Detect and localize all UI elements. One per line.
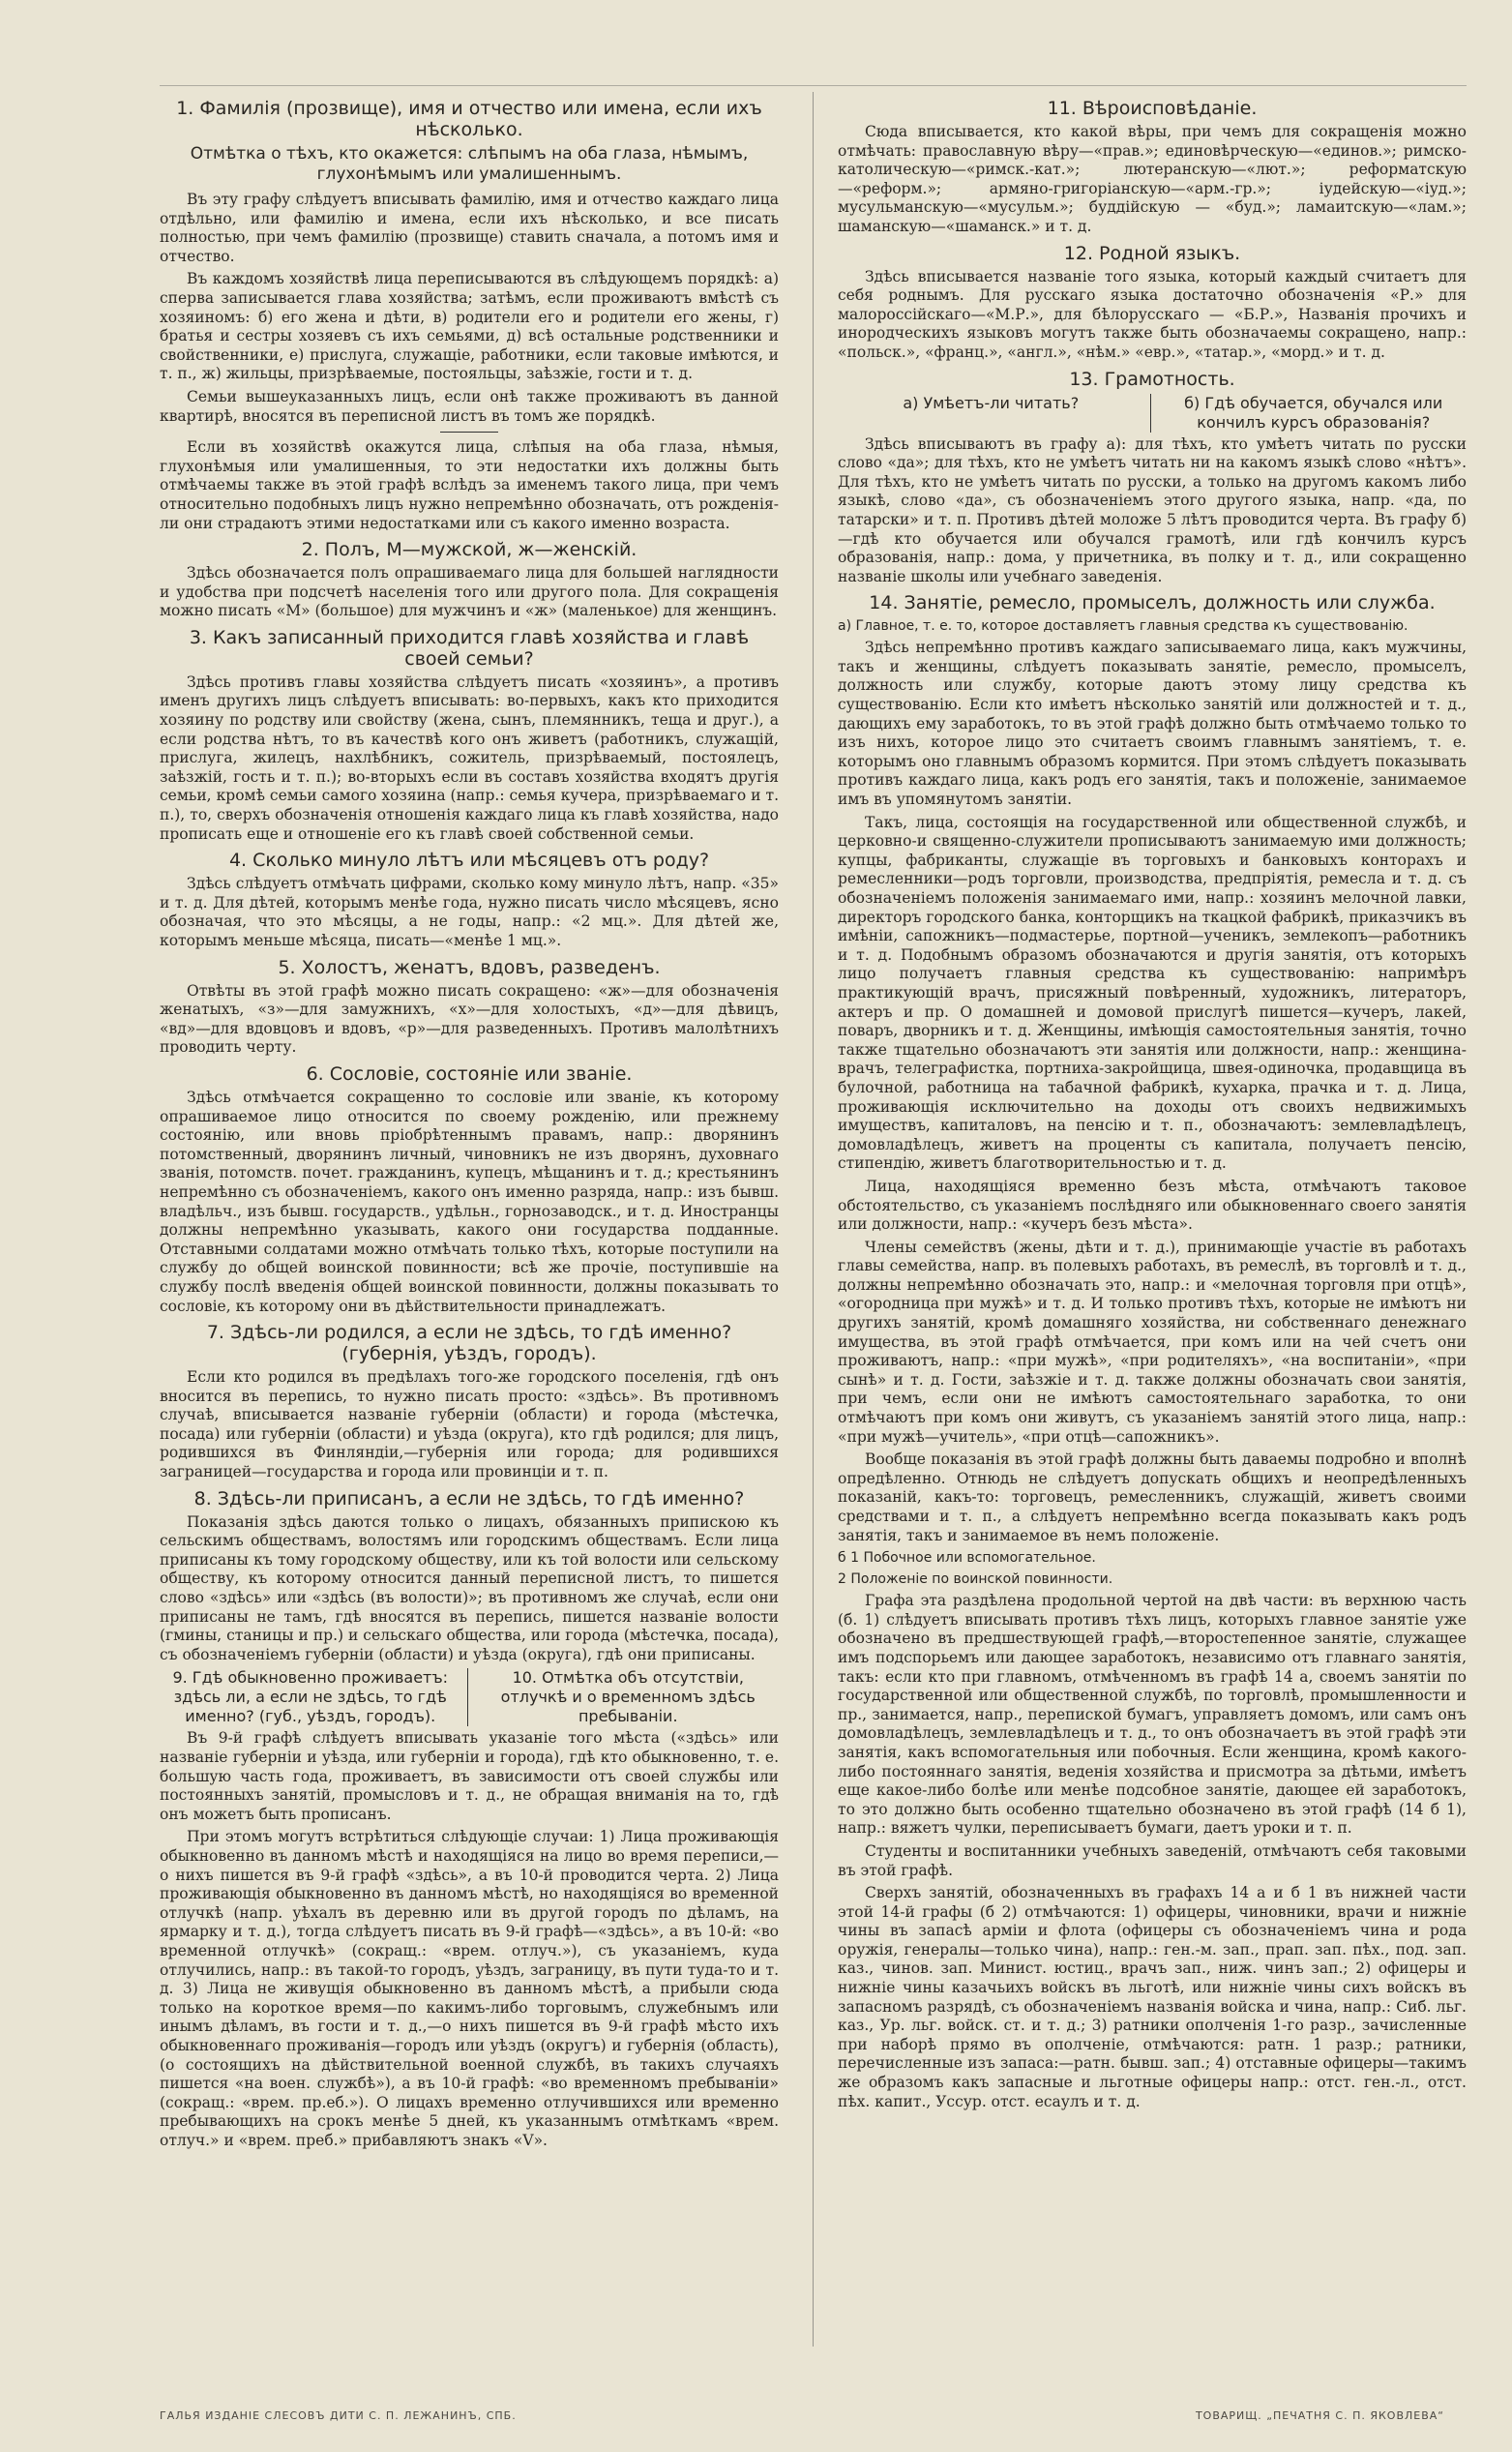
paragraph: Такъ, лица, состоящія на государственной или общественной службѣ, и церковно-и священно-служители прописываютъ занимаемую ими должность; купцы, фабриканты, служащіе въ торговыхъ и банковыхъ конторахъ и ремесленники—родъ торговли, производства, предпріятія, ремесла и т. д. съ обозначеніемъ положенія занимаемаго ими, напр.: хозяинъ мелочной лавки, директоръ городского банка, конторщикъ на ткацкой фабрикѣ, приказчикъ въ имѣніи, сапожникъ—подмастерье, портной—ученикъ, землекопъ—работникъ и т. д. Подобнымъ образомъ обозначаются и другія занятія, отъ которыхъ лицо получаетъ главныя средства къ существованію: напримѣръ практикующій врачъ, присяжный повѣренный, художникъ, литераторъ, актеръ и пр. О домашней и домовой прислугѣ пишется—кучеръ, лакей, поваръ, дворникъ и т. д. Женщины, имѣющія самостоятельныя занятія, точно также тщательно обозначаютъ эти занятія или должности, напр.: женщина-врачъ, телеграфистка, портниха-закройщица, швея-одиночка, продавщица въ булочной, работница на табачной фабрикѣ, кухарка, прачка и т. д. Лица, проживающія исключительно на доходы отъ своихъ недвижимыхъ имуществъ, капиталовъ, на пенсію и т. п., обозначаютъ: землевладѣлецъ, домовладѣлецъ, живетъ на проценты съ капитала, получаетъ пенсію, стипендію, живетъ благотворительностью и т. д. [838, 813, 1467, 1173]
section-subtitle-1: Отмѣтка о тѣхъ, кто окажется: слѣпымъ на оба глаза, нѣмымъ, глухонѣмымъ или умалишеннымъ. [190, 144, 749, 184]
left-column [160, 92, 779, 2341]
section-title-1: 1. Фамилія (прозвище), имя и отчество или имена, если ихъ нѣсколько. [176, 98, 762, 140]
paragraph: Здѣсь обозначается полъ опрашиваемаго лица для большей наглядности и удобства при подсчетѣ населенія того или другого пола. Для сокращенія можно писать «М» (большое) для мужчинъ и «ж» (маленькое) для женщинъ. [160, 564, 779, 620]
paragraph: Вообще показанія въ этой графѣ должны быть даваемы подробно и вполнѣ опредѣленно. Отнюдь не слѣдуетъ допускать общихъ и неопредѣленныхъ показаній, какъ-то: торговецъ, ремесленникъ, служащій, живетъ своими средствами и т. п., а слѣдуетъ непремѣнно всегда показывать какъ родъ занятія, такъ и занимаемое въ немъ положеніе. [838, 1450, 1467, 1544]
paragraph: Въ 9-й графѣ слѣдуетъ вписывать указаніе того мѣста («здѣсь» или названіе губерніи и уѣзда, или губерніи и города), гдѣ кто обыкновенно, т. е. большую часть года, проживаетъ, въ зависимости отъ своей службы или постоянныхъ занятій, промысловъ и т. д., не обращая вниманія на то, гдѣ онъ можетъ быть прописанъ. [160, 1729, 779, 1823]
right-column [838, 92, 1467, 2341]
section-title-13: 13. Грамотность. [1069, 368, 1235, 390]
printer-imprint-left: ГАЛЬЯ ИЗДАНІЕ СЛЕСОВЪ ДИТИ С. П. ЛЕЖАНИНЪ, СПБ. [160, 2409, 517, 2422]
split-heading-9-10 [160, 1668, 779, 1726]
paragraph: Здѣсь слѣдуетъ отмѣчать цифрами, сколько кому минуло лѣтъ, напр. «35» и т. д. Для дѣтей, которымъ менѣе года, нужно писать число мѣсяцевъ, ясно обозначая, что это мѣсяцы, а не годы, напр.: «2 мц.». Для дѣтей же, которымъ меньше мѣсяца, писать—«менѣе 1 мц.». [160, 875, 779, 949]
section-14-a: а) Главное, т. е. то, которое доставляетъ главныя средства къ существованію. [838, 618, 1408, 635]
paragraph: Графа эта раздѣлена продольной чертой на двѣ части: въ верхнюю часть (б. 1) слѣдуетъ вписывать противъ тѣхъ лицъ, которыхъ главное занятіе уже обозначено въ предшествующей графѣ,—второстепенное занятіе, служащее имъ подспорьемъ или дающее заработокъ, независимо отъ главнаго занятія, такъ: если кто при главномъ, отмѣченномъ въ графѣ 14 а, своемъ занятіи по государственной или общественной службѣ, по торговлѣ, промышленности и пр., занимается, напр., перепиской бумагъ, управляетъ домомъ, или самъ онъ домовладѣлецъ, землевладѣлецъ и т. д., то онъ обозначаетъ въ этой графѣ эти занятія, какъ вспомогательныя или побочныя. Если женщина, кромѣ какого-либо постояннаго занятія, веденія хозяйства и присмотра за дѣтьми, имѣетъ еще какое-либо болѣе или менѣе подсобное занятіе, дающее ей заработокъ, то это должно быть особенно тщательно обозначено въ этой графѣ (14 б 1), напр.: вяжетъ чулки, переписываетъ бумаги, даетъ уроки и т. п. [838, 1592, 1467, 1838]
paragraph: Здѣсь непремѣнно противъ каждаго записываемаго лица, какъ мужчины, такъ и женщины, слѣдуетъ показывать занятіе, ремесло, промыселъ, должность или службу, которые даютъ этому лицу средства къ существованію. Если кто имѣетъ нѣсколько занятій или должностей и т. д., дающихъ ему заработокъ, то въ этой графѣ должно быть отмѣчаемо только то изъ нихъ, которое лицо это считаетъ своимъ главнымъ занятіемъ, т. е. которымъ оно главнымъ образомъ кормится. При этомъ слѣдуетъ показывать противъ каждаго лица, какъ родъ его занятія, такъ и положеніе, занимаемое имъ въ упомянутомъ занятіи. [838, 639, 1467, 809]
section-14-b1: б 1 Побочное или вспомогательное. [838, 1550, 1096, 1567]
paragraph: Семьи вышеуказанныхъ лицъ, если онѣ также проживаютъ въ данной квартирѣ, вносятся въ переписной листъ въ томъ же порядкѣ. [160, 387, 779, 425]
paragraph: Здѣсь вписывается названіе того языка, который каждый считаетъ для себя роднымъ. Для русскаго языка достаточно обозначенія «Р.» для малороссійскаго—«М.Р.», для бѣлорусскаго — «Б.Р.», Названія прочихъ и инородческихъ языковъ могутъ также быть обозначаемы сокращено, напр.: «польск.», «франц.», «англ.», «нѣм.» «евр.», «татар.», «морд.» и т. д. [838, 267, 1467, 361]
section-title-7: 7. Здѣсь-ли родился, а если не здѣсь, то гдѣ именно? (губернія, уѣздъ, городъ). [206, 1322, 732, 1365]
section-title-3: 3. Какъ записанный приходится главѣ хозяйства и главѣ своей семьи? [189, 626, 750, 670]
section-title-14: 14. Занятіе, ремесло, промыселъ, должность или служба. [869, 592, 1436, 614]
section-title-9: 9. Гдѣ обыкновенно проживаетъ: здѣсь ли, а если не здѣсь, то гдѣ именно? (губ., уѣздъ, городъ). [160, 1668, 468, 1726]
section-13-a: а) Умѣетъ-ли читать? [838, 394, 1151, 433]
printer-imprint-right: ТОВАРИЩ. „ПЕЧАТНЯ С. П. ЯКОВЛЕВА“ [1195, 2409, 1444, 2422]
section-title-2: 2. Полъ, М—мужской, ж—женскій. [301, 539, 637, 561]
paragraph: Сюда вписывается, кто какой вѣры, при чемъ для сокращенія можно отмѣчать: православную вѣру—«прав.»; единовѣрческую—«единов.»; римско-католическую—«римск.-кат.»; лютеранскую—«лют.»; реформатскую—«реформ.»; армяно-григоріанскую—«арм.-гр.»; іудейскую—«іуд.»; мусульманскую—«мусульм.»; буддійскую — «буд.»; ламаитскую—«лам.»; шаманскую—«шаманск.» и т. д. [838, 123, 1467, 235]
section-14-b2: 2 Положеніе по воинской повинности. [838, 1571, 1113, 1588]
split-heading-13 [838, 394, 1467, 433]
paragraph: Въ каждомъ хозяйствѣ лица переписываются въ слѣдующемъ порядкѣ: а) сперва записывается глава хозяйства; затѣмъ, если проживаютъ вмѣстѣ съ хозяиномъ: б) его жена и дѣти, в) родители его и родители его жены, г) братья и сестры хозяевъ съ ихъ семьями, д) всѣ остальные родственники и свойственники, е) прислуга, служащіе, работники, если таковые имѣются, и т. п., ж) жильцы, призрѣваемые, постояльцы, заѣзжіе, гости и т. д. [160, 270, 779, 383]
column-divider [813, 92, 814, 2347]
section-title-11: 11. Вѣроисповѣданіе. [1047, 98, 1258, 119]
paragraph: Лица, находящіяся временно безъ мѣста, отмѣчаютъ таковое обстоятельство, съ указаніемъ послѣдняго или обыкновеннаго своего занятія или должности, напр.: «кучеръ безъ мѣста». [838, 1177, 1467, 1234]
section-title-8: 8. Здѣсь-ли приписанъ, а если не здѣсь, то гдѣ именно? [193, 1487, 745, 1510]
section-13-b: б) Гдѣ обучается, обучался или кончилъ курсъ образованія? [1184, 393, 1443, 432]
section-title-12: 12. Родной языкъ. [1063, 242, 1241, 264]
section-title-10: 10. Отмѣтка объ отсутствіи, отлучкѣ и о временномъ здѣсь пребываніи. [500, 1668, 756, 1726]
section-title-6: 6. Сословіе, состояніе или званіе. [306, 1062, 633, 1085]
paragraph: Въ эту графу слѣдуетъ вписывать фамилію, имя и отчество каждаго лица отдѣльно, или фамилію и имена, если ихъ нѣсколько, и все писать полностью, при чемъ фамилію (прозвище) ставить сначала, а потомъ имя и отчество. [160, 191, 779, 265]
section-title-5: 5. Холостъ, женатъ, вдовъ, разведенъ. [278, 956, 661, 978]
paragraph: Если кто родился въ предѣлахъ того-же городского поселенія, гдѣ онъ вносится въ перепись, то нужно писать просто: «здѣсь». Въ противномъ случаѣ, вписывается названіе губерніи (области) и города (мѣстечка, посада) или губерніи (области) и уѣзда (округа), кто гдѣ родился; для лицъ, родившихся въ Финляндіи,—губернія или города; для родившихся заграницей—государства и города или провинціи и т. п. [160, 1368, 779, 1481]
paragraph: Сверхъ занятій, обозначенныхъ въ графахъ 14 а и б 1 въ нижней части этой 14-й графы (б 2) отмѣчаются: 1) офицеры, чиновники, врачи и нижніе чины въ запасѣ арміи и флота (офицеры съ обозначеніемъ чина и рода оружія, генералы—только чина), напр.: ген.-м. зап., прап. зап. пѣх., под. зап. каз., чинов. зап. Минист. юстиц., врачъ зап., ниж. чинъ зап.; 2) офицеры и нижніе чины казачьихъ войскъ въ льготѣ, или нижніе чины сихъ войскъ въ запасномъ разрядѣ, съ обозначеніемъ названія войска и чина, напр.: Сиб. льг. каз., Ур. льг. войск. ст. и т. д.; 3) ратники ополченія 1-го разр., зачисленные при наборѣ прямо въ ополченіе, отмѣчаются: ратн. 1 разр.; ратники, перечисленные изъ запаса:—ратн. бывш. зап.; 4) отставные офицеры—такимъ же образомъ какъ запасные и льготные офицеры напр.: отст. ген.-л., отст. пѣх. капит., Уссур. отст. есаулъ и т. д. [838, 1884, 1467, 2110]
paragraph: Здѣсь вписываютъ въ графу а): для тѣхъ, кто умѣетъ читать по русски слово «да»; для тѣхъ, кто не умѣетъ читать ни на какомъ языкѣ слово «нѣтъ». Для тѣхъ, кто не умѣетъ читать по русски, а только на другомъ какомъ либо языкѣ, слово «да», съ обозначеніемъ этого другого языка, напр. «да, по татарски» и т. п. Противъ дѣтей моложе 5 лѣтъ проводится черта. Въ графу б)—гдѣ кто обучается или обучался грамотѣ, или гдѣ кончилъ курсъ образованія, напр.: дома, у причетника, въ полку и т. д., или сокращенно названіе школы или учебнаго заведенія. [838, 434, 1467, 585]
top-rule [160, 85, 1467, 86]
paragraph: Студенты и воспитанники учебныхъ заведеній, отмѣчаютъ себя таковыми въ этой графѣ. [838, 1841, 1467, 1879]
paragraph: Здѣсь противъ главы хозяйства слѣдуетъ писать «хозяинъ», а противъ именъ другихъ лицъ слѣдуетъ вписывать: во-первыхъ, какъ кто приходится хозяину по родству или свойству (жена, сынъ, племянникъ, теща и друг.), а если родства нѣтъ, то въ качествѣ кого онъ живетъ (работникъ, служащій, прислуга, жилецъ, нахлѣбникъ, сожитель, призрѣваемый, постоялецъ, заѣзжій, гость и т. п.); во-вторыхъ если въ составъ хозяйства входятъ другія семьи, кромѣ семьи самого хозяина (напр.: семья кучера, призрѣваемаго и т. п.), то, сверхъ обозначенія отношенія каждаго лица къ главѣ хозяйства, надо прописать еще и отношеніе его къ главѣ своей собственной семьи. [160, 673, 779, 843]
paragraph: Отвѣты въ этой графѣ можно писать сокращено: «ж»—для обозначенія женатыхъ, «з»—для замужнихъ, «х»—для холостыхъ, «д»—для дѣвицъ, «вд»—для вдовцовъ и вдовъ, «р»—для разведенныхъ. Противъ малолѣтнихъ проводить черту. [160, 981, 779, 1057]
paragraph: Здѣсь отмѣчается сокращенно то сословіе или званіе, къ которому опрашиваемое лицо относится по своему рожденію, или прежнему состоянію, или вновь пріобрѣтеннымъ правамъ, напр.: дворянинъ потомственный, дворянинъ личный, чиновникъ не изъ дворянъ, духовнаго званія, потомств. почет. гражданинъ, купецъ, мѣщанинъ и т. д.; крестьянинъ непремѣнно съ обозначеніемъ, какого онъ именно разряда, напр.: изъ бывш. владѣльч., изъ бывш. государств., удѣльн., горнозаводск., и т. д. Иностранцы должны непремѣнно указывать, какого они государства подданные. Отставными солдатами можно отмѣчать только тѣхъ, которые поступили на службу до общей воинской повинности; всѣ же прочіе, поступившіе на службу послѣ введенія общей воинской повинности, должны показывать то сословіе, къ которому они въ дѣйствительности принадлежатъ. [160, 1088, 779, 1315]
divider [440, 432, 498, 433]
paragraph: Если въ хозяйствѣ окажутся лица, слѣпыя на оба глаза, нѣмыя, глухонѣмыя или умалишенныя, то эти недостатки ихъ должны быть отмѣчаемы также въ этой графѣ вслѣдъ за именемъ такого лица, при чемъ относительно подобныхъ лицъ нужно непремѣнно обозначать, отъ рожденія-ли они страдаютъ этими недостатками или съ какого именно возраста. [160, 438, 779, 532]
paragraph: Показанія здѣсь даются только о лицахъ, обязанныхъ припискою къ сельскимъ обществамъ, волостямъ или городскимъ обществамъ. Если лица приписаны къ тому городскому обществу, или къ той волости или сельскому обществу, къ которому относится данный переписной листъ, то пишется слово «здѣсь» или «здѣсь (въ волости)»; въ противномъ же случаѣ, если они приписаны не тамъ, гдѣ вносятся въ перепись, пишется названіе волости (гмины, станицы и пр.) и сельскаго общества, или города (мѣстечка, посада), съ обозначеніемъ губерніи (области) и уѣзда (округа), гдѣ они приписаны. [160, 1512, 779, 1663]
paragraph: Члены семействъ (жены, дѣти и т. д.), принимающіе участіе въ работахъ главы семейства, напр. въ полевыхъ работахъ, въ ремеслѣ, въ торговлѣ и т. д., должны непремѣнно обозначать это, напр.: и «мелочная торговля при отцѣ», «огородница при мужѣ» и т. д. И только противъ тѣхъ, которые не имѣютъ ни другихъ занятій, кромѣ домашняго хозяйства, ни собственнаго денежнаго имущества, въ этой графѣ отмѣчается, при комъ или на чей счетъ они проживаютъ, напр.: «при мужѣ», «при родителяхъ», «на воспитаніи», «при сынѣ» и т. д. Гости, заѣзжіе и т. д. также должны обозначать свои занятія, при чемъ, если они не имѣютъ самостоятельнаго заработка, то они отмѣчаютъ при комъ они живутъ, съ указаніемъ занятій этого лица, напр.: «при мужѣ—учитель», «при отцѣ—сапожникъ». [838, 1238, 1467, 1446]
section-title-4: 4. Сколько минуло лѣтъ или мѣсяцевъ отъ роду? [228, 850, 710, 872]
paragraph: При этомъ могутъ встрѣтиться слѣдующіе случаи: 1) Лица проживающія обыкновенно въ данномъ мѣстѣ и находящіяся на лицо во время переписи,—о нихъ пишется въ 9-й графѣ «здѣсь», а въ 10-й проводится черта. 2) Лица проживающія обыкновенно въ данномъ мѣстѣ, но находящіяся во временной отлучкѣ (напр. уѣхалъ въ деревню или въ другой городъ по дѣламъ, на ярмарку и т. д.), тогда слѣдуетъ писать въ 9-й графѣ—«здѣсь», а въ 10-й: «во временной отлучкѣ» (сокращ.: «врем. отлуч.»), съ указаніемъ, куда отлучились, напр.: въ такой-то городъ, уѣздъ, заграницу, въ пути туда-то и т. д. 3) Лица не живущія обыкновенно въ данномъ мѣстѣ, а прибыли сюда только на короткое время—по какимъ-либо торговымъ, служебнымъ или инымъ дѣламъ, въ гости и т. д.,—о нихъ пишется въ 9-й графѣ мѣсто ихъ обыкновеннаго проживанія—городъ или уѣздъ (округъ) и губернія (область), (о состоящихъ на дѣйствительной военной службѣ, въ такихъ случаяхъ пишется «на воен. службѣ»), а въ 10-й графѣ: «во временномъ пребываніи» (сокращ.: «врем. пр.еб.»). О лицахъ временно отлучившихся или временно пребывающихъ на срокъ менѣе 5 дней, къ указаннымъ отмѣткамъ «врем. отлуч.» и «врем. преб.» прибавляютъ знакъ «V». [160, 1828, 779, 2149]
